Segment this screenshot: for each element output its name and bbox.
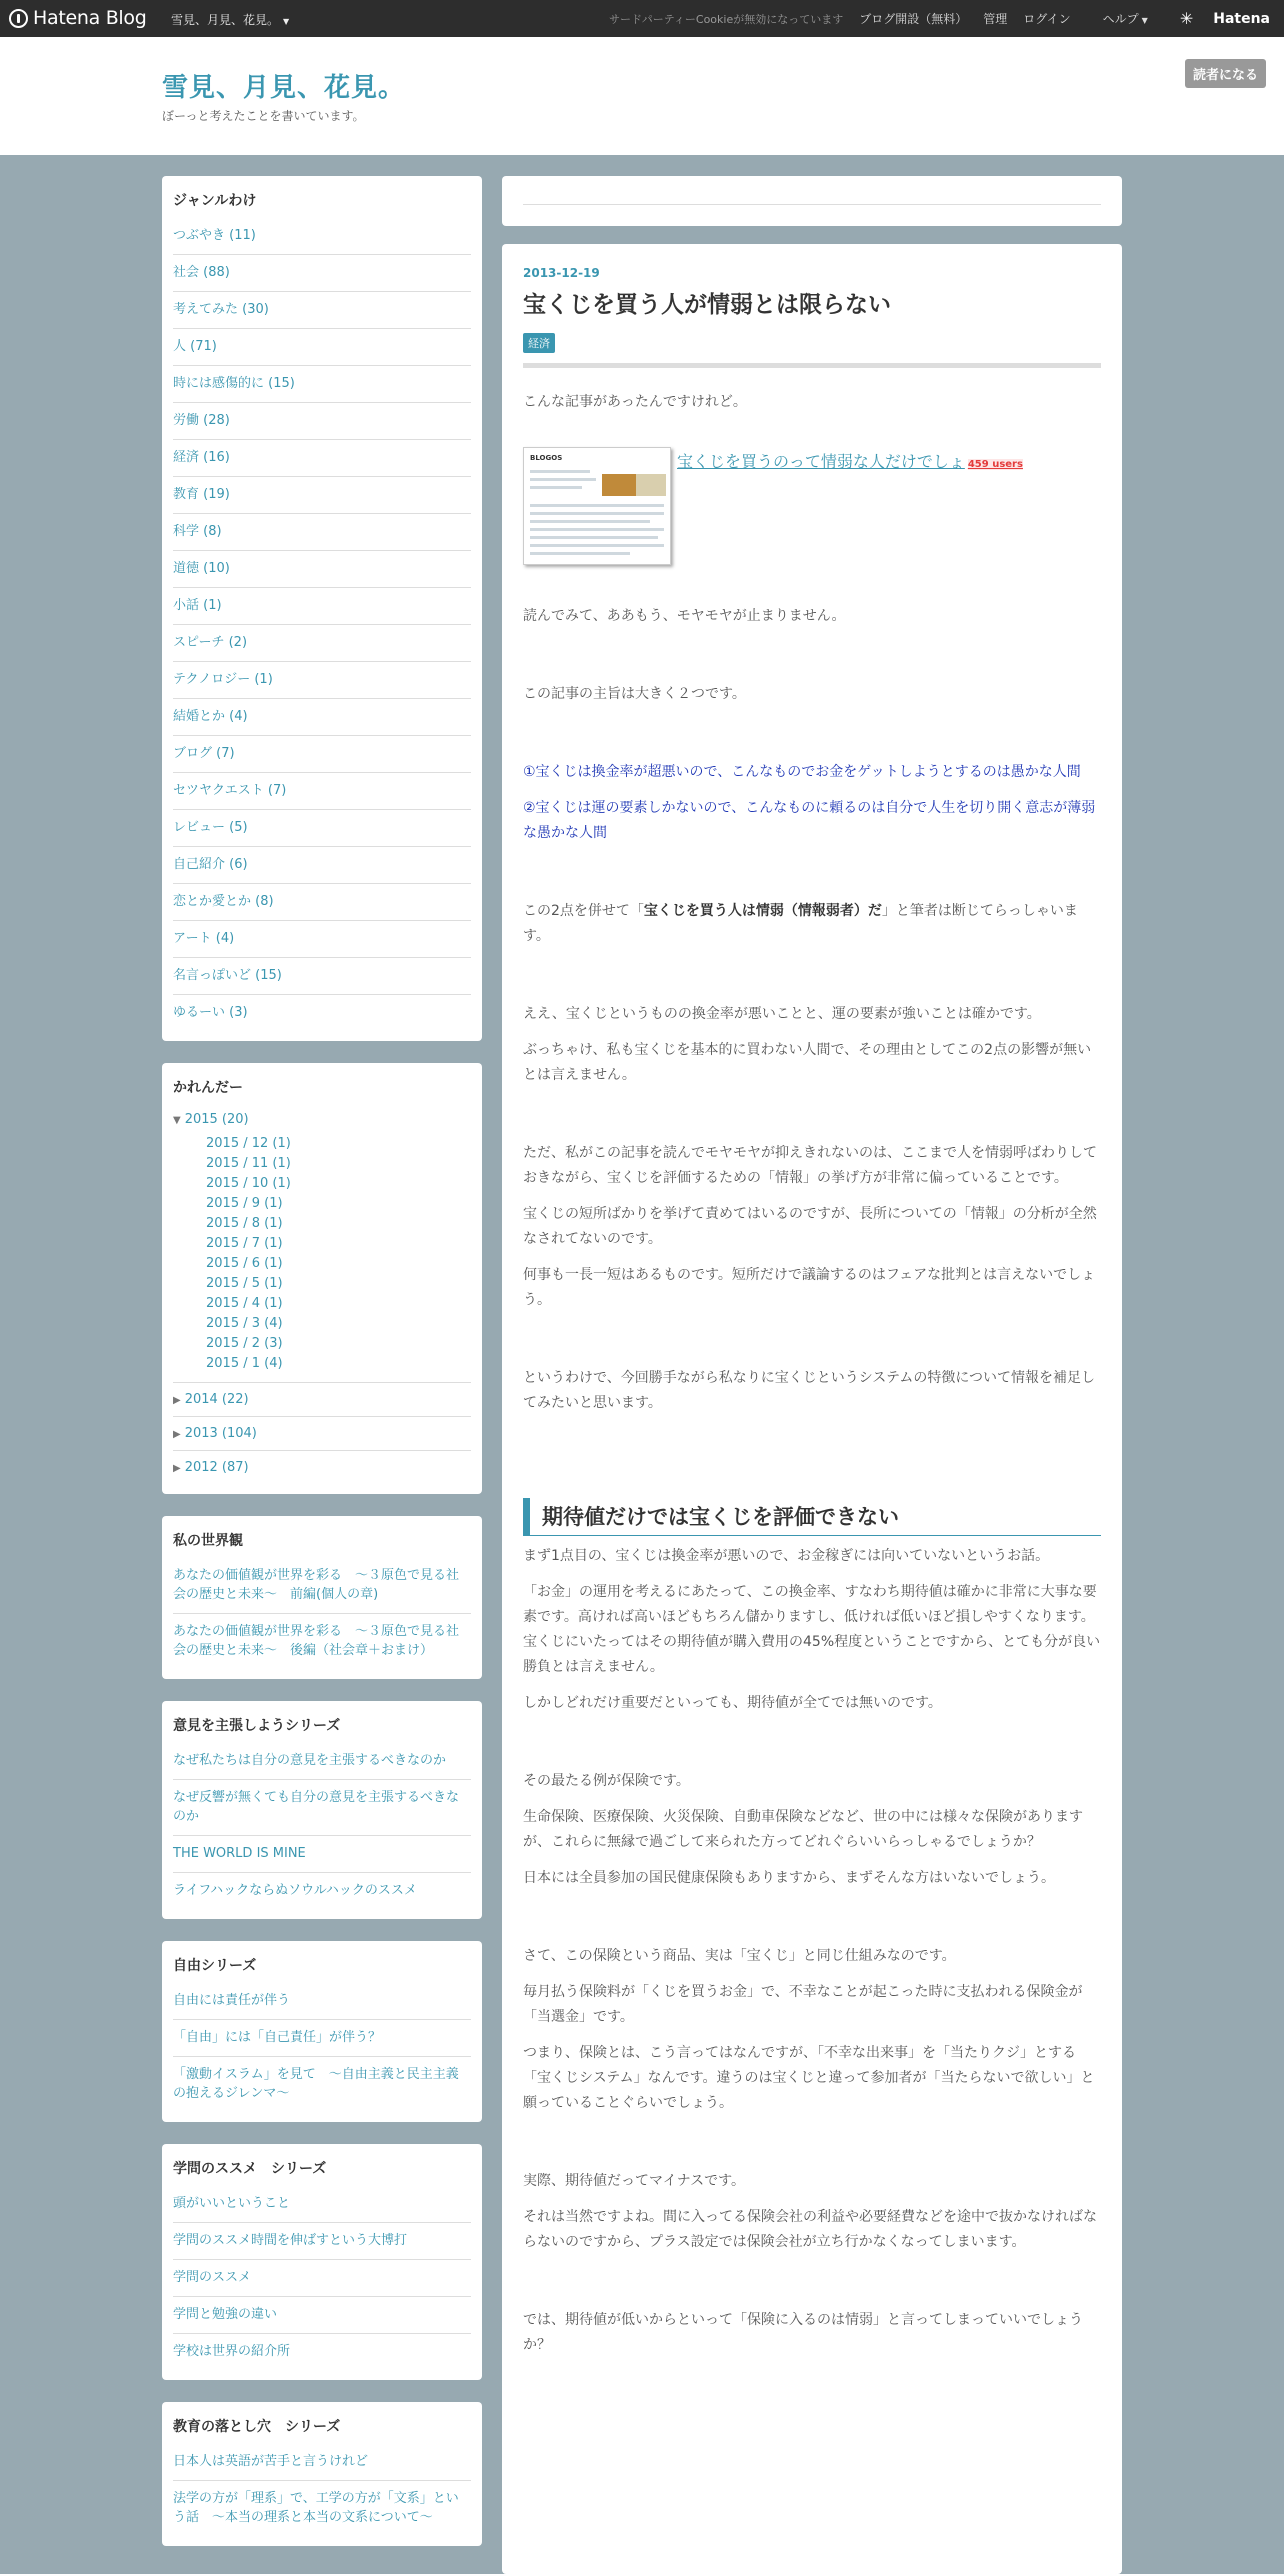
blog-title[interactable]: 雪見、月見、花見。 <box>162 73 406 103</box>
archive-month-item[interactable]: 2015 / 11 (1) <box>206 1156 291 1171</box>
hatena-blog-logo-icon <box>9 9 28 28</box>
archive-month-item[interactable]: 2015 / 5 (1) <box>206 1276 283 1291</box>
series-article-link[interactable]: 法学の方が「理系」で、工学の方が「文系」という話 ～本当の理系と本当の文系について～ <box>173 2491 459 2525</box>
series-article-link[interactable]: 「激動イスラム」を見て ～自由主義と民主主義の抱えるジレンマ～ <box>173 2067 459 2101</box>
genre-item[interactable]: 名言っぽいど (15) <box>173 958 471 995</box>
paragraph: 日本には全員参加の国民健康保険もありますから、まずそんな方はいないでしょう。 <box>523 1870 1055 1886</box>
genre-item[interactable]: 科学 (8) <box>173 514 471 551</box>
series-article-link[interactable]: 頭がいいということ <box>173 2186 471 2223</box>
divider <box>523 204 1101 205</box>
paragraph: しかしどれだけ重要だといっても、期待値が全てでは無いのです。 <box>523 1695 942 1711</box>
genre-item[interactable]: 社会 (88) <box>173 255 471 292</box>
hatena-blog-logo[interactable] <box>9 7 147 29</box>
genre-list <box>173 218 471 1031</box>
series-article-link[interactable]: なぜ反響が無くても自分の意見を主張するべきなのか <box>173 1780 471 1836</box>
series-article-link[interactable]: 学校は世界の紹介所 <box>173 2344 291 2359</box>
genre-item[interactable]: 経済 (16) <box>173 440 471 477</box>
paragraph <box>523 899 1101 949</box>
genre-item[interactable]: 自己紹介 (6) <box>173 847 471 884</box>
paragraph: 宝くじの短所ばかりを挙げて責めてはいるのですが、長所についての「情報」の分析が全然なされてないのです。 <box>523 1206 1097 1247</box>
worldview-list <box>173 1558 471 1669</box>
archive-year-item[interactable] <box>173 1451 471 1484</box>
paragraph: 毎月払う保険料が「くじを買うお金」で、不幸なことが起こった時に支払われる保険金が「当選金」です。 <box>523 1984 1083 2025</box>
cookie-notice: サードパーティーCookieが無効になっています <box>608 12 844 26</box>
entry-title[interactable]: 宝くじを買う人が情弱とは限らない <box>523 292 891 318</box>
blog-header <box>0 37 1284 155</box>
paragraph: というわけで、今回勝手ながら私なりに宝くじというシステムの特徴について情報を補足してみたいと思います。 <box>523 1370 1096 1411</box>
series-article-link[interactable]: THE WORLD IS MINE <box>173 1836 471 1873</box>
genre-item[interactable]: 人 (71) <box>173 329 471 366</box>
module-title: 自由シリーズ <box>173 1958 257 1974</box>
archive-year-label: 2015 (20) <box>184 1112 249 1127</box>
sidebar <box>162 176 482 2568</box>
divider <box>523 363 1101 368</box>
archive-month-item[interactable]: 2015 / 8 (1) <box>206 1216 283 1231</box>
calendar-module <box>162 1063 482 1494</box>
module-title: ジャンルわけ <box>173 193 257 209</box>
archive-month-item[interactable]: 2015 / 7 (1) <box>206 1236 283 1251</box>
entry-category-tag[interactable]: 経済 <box>523 333 555 353</box>
series-article-link[interactable]: 学問のススメ <box>173 2260 471 2297</box>
global-header <box>0 0 1284 37</box>
thumbnail-site-label: BLOGOS <box>530 454 563 462</box>
genre-item[interactable]: セツヤクエスト (7) <box>173 773 471 810</box>
login-link[interactable]: ログイン <box>1023 12 1071 26</box>
archive-month-item[interactable]: 2015 / 9 (1) <box>206 1196 283 1211</box>
paragraph: さて、この保険という商品、実は「宝くじ」と同じ仕組みなのです。 <box>523 1948 956 1964</box>
genre-item[interactable]: アート (4) <box>173 921 471 958</box>
module-title: かれんだー <box>173 1080 243 1096</box>
opinion-module <box>162 1701 482 1919</box>
module-title: 私の世界観 <box>173 1533 243 1549</box>
archive-year-list <box>173 1383 471 1484</box>
paragraph: 生命保険、医療保険、火災保険、自動車保険などなど、世の中には様々な保険がありますが、これらに無縁で過ごして来られた方ってどれぐらいいらっしゃるでしょうか？ <box>523 1809 1083 1850</box>
archive-month-item[interactable]: 2015 / 3 (4) <box>206 1316 283 1331</box>
help-menu[interactable] <box>1087 10 1148 27</box>
archive-year-item[interactable] <box>173 1383 471 1417</box>
paragraph: その最たる例が保険です。 <box>523 1773 690 1789</box>
archive-month-list <box>173 1134 471 1383</box>
archive-year-label: 2013 (104) <box>184 1426 257 1441</box>
hatena-star-icon: ✳ <box>1179 9 1194 28</box>
opinion-list <box>173 1743 471 1909</box>
point-2: ②宝くじは運の要素しかないので、こんなものに頼るのは自分で人生を切り開く意志が薄弱な愚かな人間 <box>523 800 1096 841</box>
main-content <box>502 176 1122 2574</box>
genre-item[interactable]: 考えてみた (30) <box>173 292 471 329</box>
genre-item[interactable]: ブログ (7) <box>173 736 471 773</box>
paragraph: ええ、宝くじというものの換金率が悪いことと、運の要素が強いことは確かです。 <box>523 1006 1041 1022</box>
paragraph: ぶっちゃけ、私も宝くじを基本的に買わない人間で、その理由としてこの2点の影響が無いとは言えません。 <box>523 1042 1092 1083</box>
archive-month-item[interactable]: 2015 / 12 (1) <box>206 1136 291 1151</box>
point-1: ①宝くじは換金率が超悪いので、こんなものでお金をゲットしようとするのは愚かな人間 <box>523 764 1081 780</box>
blog-selector-label: 雪見、月見、花見。 <box>171 13 280 27</box>
series-article-link[interactable]: ライフハックならぬソウルハックのススメ <box>173 1883 417 1898</box>
bookmark-users-badge[interactable]: 459 users <box>967 459 1023 470</box>
admin-link[interactable]: 管理 <box>983 12 1008 26</box>
article-thumbnail[interactable] <box>523 447 671 565</box>
module-title: 意見を主張しようシリーズ <box>173 1718 341 1734</box>
series-article-link[interactable]: 日本人は英語が苦手と言うけれど <box>173 2444 471 2481</box>
genre-item[interactable]: 時には感傷的に (15) <box>173 366 471 403</box>
archive-month-item[interactable]: 2015 / 2 (3) <box>206 1336 283 1351</box>
paragraph: こんな記事があったんですけれど。 <box>523 394 747 410</box>
triangle-down-icon: ▼ <box>173 1115 181 1126</box>
series-article-link[interactable]: あなたの価値観が世界を彩る ～３原色で見る社会の歴史と未来～ 前編(個人の章) <box>173 1558 471 1614</box>
study-list <box>173 2186 471 2370</box>
genre-item[interactable]: 道徳 (10) <box>173 551 471 588</box>
entry <box>502 244 1122 2574</box>
embedded-article-link[interactable]: 宝くじを買うのって情弱な人だけでしょ <box>677 452 965 471</box>
thumbnail-image <box>636 474 666 496</box>
module-title: 教育の落とし穴 シリーズ <box>173 2419 341 2435</box>
genre-item[interactable]: テクノロジー (1) <box>173 662 471 699</box>
paragraph: 何事も一長一短はあるものです。短所だけで議論するのはフェアな批判とは言えないでしょう。 <box>523 1267 1096 1308</box>
subscribe-button[interactable]: 読者になる <box>1185 59 1266 88</box>
series-article-link[interactable]: なぜ私たちは自分の意見を主張するべきなのか <box>173 1743 471 1780</box>
blog-description: ぼーっと考えたことを書いています。 <box>162 109 365 123</box>
module-title: 学問のススメ シリーズ <box>173 2161 327 2177</box>
series-article-link[interactable]: 学問のススメ時間を伸ばすという大博打 <box>173 2223 471 2260</box>
paragraph: この記事の主旨は大きく２つです。 <box>523 686 746 702</box>
archive-month-item[interactable]: 2015 / 1 (4) <box>206 1356 283 1371</box>
help-label: ヘルプ <box>1102 12 1139 26</box>
series-article-link[interactable]: あなたの価値観が世界を彩る ～３原色で見る社会の歴史と未来～ 後編（社会章＋おまけ） <box>173 1624 460 1658</box>
triangle-right-icon: ▶ <box>173 1463 181 1474</box>
paragraph: 実際、期待値だってマイナスです。 <box>523 2173 746 2189</box>
emphasis: 宝くじを買う人は情弱（情報弱者）だ <box>643 903 882 919</box>
freedom-list <box>173 1983 471 2112</box>
paragraph: ただ、私がこの記事を読んでモヤモヤが抑えきれないのは、ここまで人を情弱呼ばわりしておきながら、宝くじを評価するための「情報」の挙げ方が非常に偏っていることです。 <box>523 1145 1097 1186</box>
series-article-link[interactable]: 自由には責任が伴う <box>173 1983 471 2020</box>
blog-selector[interactable] <box>171 11 289 28</box>
open-blog-link[interactable]: ブログ開設（無料） <box>859 12 968 26</box>
archive-month-item[interactable]: 2015 / 10 (1) <box>206 1176 291 1191</box>
genre-item[interactable]: スピーチ (2) <box>173 625 471 662</box>
triangle-right-icon: ▶ <box>173 1429 181 1440</box>
hatena-blog-logo-text: Hatena Blog <box>33 7 147 29</box>
worldview-module <box>162 1516 482 1679</box>
archive-year-label: 2014 (22) <box>184 1392 249 1407</box>
caret-down-icon: ▼ <box>283 17 290 26</box>
paragraph: 読んでみて、ああもう、モヤモヤが止まりません。 <box>523 608 846 624</box>
caret-down-icon: ▼ <box>1141 16 1148 25</box>
archive-month-item[interactable]: 2015 / 6 (1) <box>206 1256 283 1271</box>
education-list <box>173 2444 471 2536</box>
text-span: この2点を併せて「 <box>523 903 644 919</box>
paragraph: 「お金」の運用を考えるにあたって、この換金率、すなわち期待値は確かに非常に大事な要素です。高ければ高いほどもちろん儲かりますし、低ければ低いほど損しやすくなります。宝くじにいたってはその期待値が購入費用の45%程度ということですから、とても分が良い勝負とは言えません。 <box>523 1584 1101 1675</box>
paragraph: つまり、保険とは、こう言ってはなんですが、「不幸な出来事」を「当たりクジ」とする「宝くじシステム」なんです。違うのは宝くじと違って参加者が「当たらないで欲しい」と願っていることぐらいでしょう。 <box>523 2045 1095 2111</box>
genre-item[interactable]: 小話 (1) <box>173 588 471 625</box>
series-article-link[interactable]: 「自由」には「自己責任」が伴う？ <box>173 2020 471 2057</box>
section-heading: 期待値だけでは宝くじを評価できない <box>523 1498 1101 1536</box>
genre-item[interactable]: ゆるーい (3) <box>173 1005 248 1020</box>
triangle-right-icon: ▶ <box>173 1395 181 1406</box>
text-span: 」と筆者は断じてらっしゃいます。 <box>523 903 1078 944</box>
genre-item[interactable]: 労働 (28) <box>173 403 471 440</box>
series-article-link[interactable]: 学問と勉強の違い <box>173 2297 471 2334</box>
genre-module <box>162 176 482 1041</box>
paragraph: それは当然ですよね。間に入ってる保険会社の利益や必要経費などを途中で抜かなければならないのですから、プラス設定では保険会社が立ち行かなくなってしまいます。 <box>523 2209 1097 2250</box>
entry-date[interactable]: 2013-12-19 <box>523 266 600 280</box>
study-module <box>162 2144 482 2380</box>
bookmark-embed <box>523 447 1101 565</box>
education-module <box>162 2402 482 2546</box>
genre-item[interactable]: つぶやき (11) <box>173 218 471 255</box>
archive-year-2015[interactable] <box>173 1105 471 1134</box>
genre-item[interactable]: レビュー (5) <box>173 810 471 847</box>
thumbnail-image <box>602 474 636 496</box>
archive-month-item[interactable]: 2015 / 4 (1) <box>206 1296 283 1311</box>
genre-item[interactable]: 結婚とか (4) <box>173 699 471 736</box>
paragraph: まず1点目の、宝くじは換金率が悪いので、お金稼ぎには向いていないというお話。 <box>523 1548 1050 1564</box>
entry-body <box>523 390 1101 2358</box>
freedom-module <box>162 1941 482 2122</box>
paragraph: では、期待値が低いからといって「保険に入るのは情弱」と言ってしまっていいでしょうか？ <box>523 2312 1083 2353</box>
hatena-logo-text: Hatena <box>1213 10 1270 27</box>
archive-year-item[interactable] <box>173 1417 471 1451</box>
hatena-logo[interactable] <box>1164 9 1270 28</box>
genre-item[interactable]: 恋とか愛とか (8) <box>173 884 471 921</box>
archive-year-label: 2012 (87) <box>184 1460 249 1475</box>
genre-item[interactable]: 教育 (19) <box>173 477 471 514</box>
top-module <box>502 176 1122 226</box>
